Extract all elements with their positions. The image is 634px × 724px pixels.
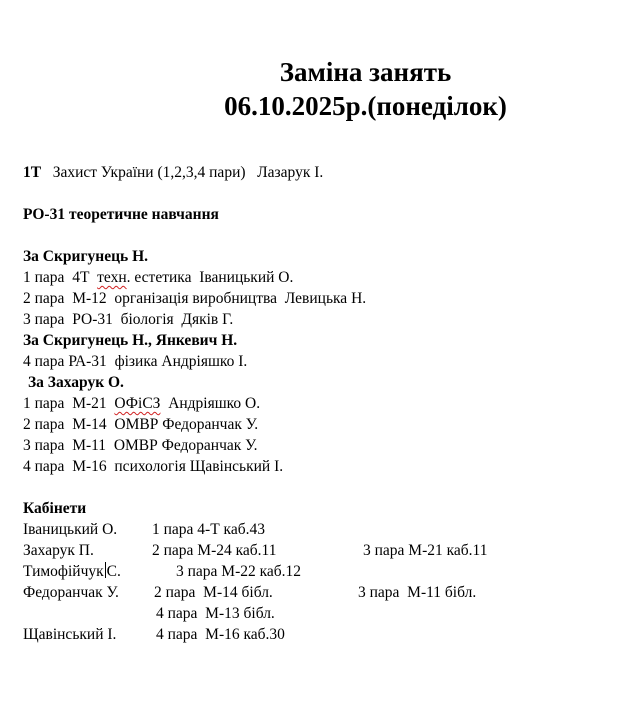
cabinet-entry: 2 пара М-24 каб.11 (152, 542, 277, 559)
subject-label: біологія (120, 311, 174, 328)
cabinet-entry: 1 пара 4-Т каб.43 (152, 521, 265, 538)
cabinet-entry: 4 пара М-16 каб.30 (156, 626, 285, 643)
first-group: 1Т (23, 164, 42, 181)
document-date: 06.10.2025р.(понеділок) (224, 91, 507, 121)
teacher-label: Дяків Г. (181, 311, 234, 328)
cabinet-entry: 3 пара М-22 каб.12 (176, 563, 302, 580)
cabinets-heading: Кабінети (23, 500, 87, 517)
section1-row (23, 267, 293, 288)
pair-label: 1 пара (23, 269, 65, 286)
section1-row (23, 309, 233, 330)
teacher-label: Щавінський І. (189, 458, 284, 475)
group-label: 4Т (72, 269, 90, 286)
cabinet-entry: 3 пара М-11 бібл. (358, 584, 477, 601)
pair-label: 1 пара (23, 395, 65, 412)
pair-label: 4 пара (23, 353, 65, 370)
teacher-label: Андріяшко І. (161, 353, 248, 370)
section1-heading: За Скригунець Н. (23, 248, 149, 265)
cabinet-name: Федоранчак У. (23, 584, 119, 601)
document-title: Заміна занять (279, 57, 452, 87)
pair-label: 2 пара (23, 416, 65, 433)
subject-label: психологія (114, 458, 186, 475)
pair-label: 3 пара (23, 311, 65, 328)
teacher-label: Федоранчак У. (162, 416, 259, 433)
section2-heading: За Скригунець Н., Янкевич Н. (23, 332, 238, 349)
ro31-heading: РО-31 теоретичне навчання (23, 206, 219, 223)
cabinet-name-part: Тимофійчук (23, 563, 104, 580)
group-label: М-12 (72, 290, 107, 307)
subject-label: ОМВР (113, 437, 158, 454)
subject-label: ОФіСЗ (114, 395, 161, 412)
first-line (23, 162, 323, 183)
section3-row (23, 414, 258, 435)
pair-label: 2 пара (23, 290, 65, 307)
teacher-label: Іваницький О. (199, 269, 294, 286)
cabinet-name (23, 561, 121, 582)
cabinet-entry: 2 пара М-14 бібл. (154, 584, 273, 601)
subject-label: організація виробництва (114, 290, 277, 307)
subject-label: фізика (114, 353, 158, 370)
subject-label: техн (97, 269, 127, 286)
teacher-label: Федоранчак У. (161, 437, 258, 454)
group-label: М-21 (72, 395, 107, 412)
group-label: М-14 (72, 416, 107, 433)
text-cursor (105, 562, 106, 578)
cabinet-name: Захарук П. (23, 542, 94, 559)
cabinet-entry: 4 пара М-13 бібл. (156, 605, 275, 622)
group-label: М-11 (72, 437, 107, 454)
teacher-label: Андріяшко О. (168, 395, 261, 412)
section3-row (23, 435, 258, 456)
cabinet-name-part: С. (106, 563, 121, 580)
group-label: РО-31 (72, 311, 113, 328)
section3-row (23, 393, 260, 414)
section3-row (23, 456, 283, 477)
group-label: М-16 (72, 458, 107, 475)
cabinet-entry: 3 пара М-21 каб.11 (363, 542, 488, 559)
subject-label: ОМВР (114, 416, 159, 433)
pair-label: 3 пара (23, 437, 65, 454)
section1-row (23, 288, 366, 309)
first-text: Захист України (1,2,3,4 пари) Лазарук І. (52, 164, 324, 181)
section2-row (23, 351, 247, 372)
cabinet-name: Щавінський І. (23, 626, 117, 643)
section3-heading: За Захарук О. (28, 374, 124, 391)
teacher-label: Левицька Н. (284, 290, 367, 307)
subject-label-rest: . естетика (126, 269, 192, 286)
group-label: РА-31 (68, 353, 107, 370)
cabinet-name: Іваницький О. (23, 521, 118, 538)
pair-label: 4 пара (23, 458, 65, 475)
